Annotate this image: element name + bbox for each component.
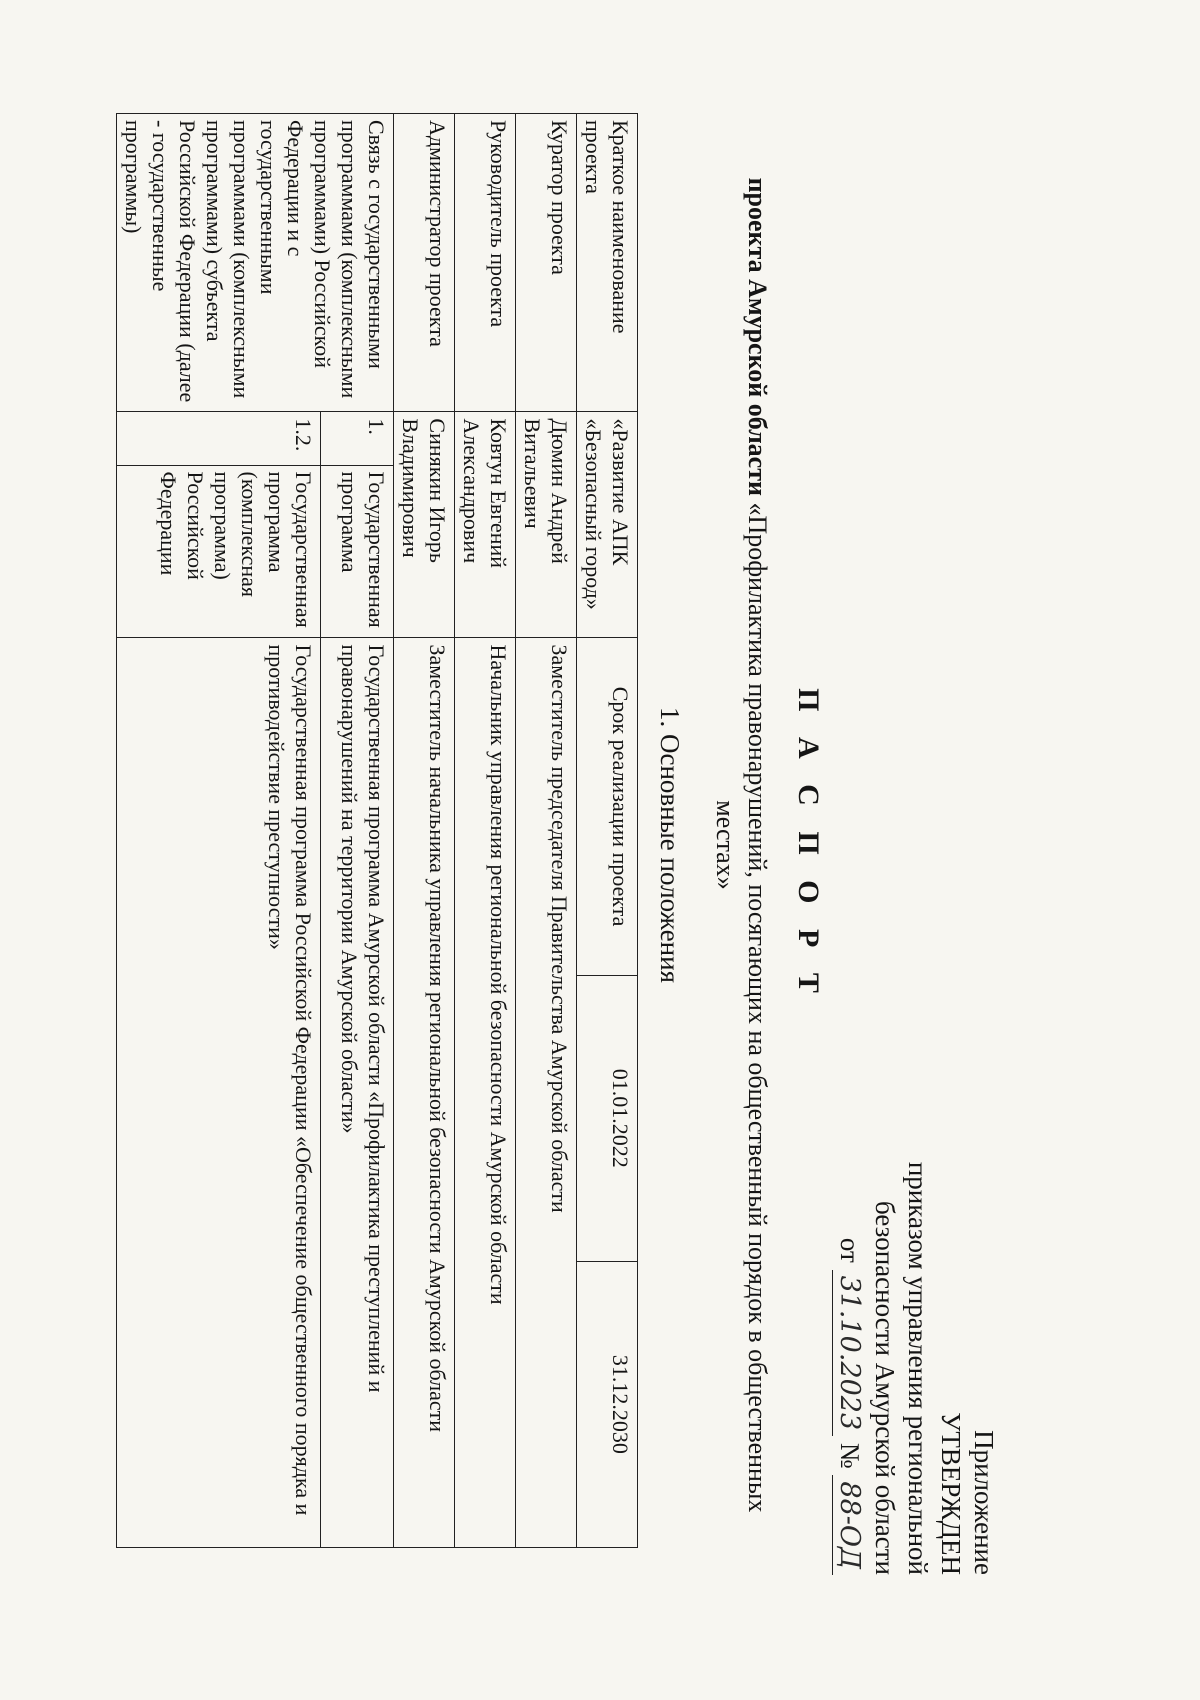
program-2-number: 1.2. [117,412,321,465]
table-row-head [455,114,516,1548]
program-1-number: 1. [320,412,393,465]
approval-appendix: Приложение [969,1430,999,1575]
program-2-type: Государственная программа (комплексная программа) Российской Федерации [117,465,321,638]
project-title-name: «Профилактика правонарушений, посягающих на общественный порядок в общественных местах» [711,502,772,1513]
table-row-administrator [394,114,455,1548]
approval-department-line: безопасности Амурской области [870,1201,900,1575]
table-row-program-1 [320,114,393,1548]
section-title: 1. Основные положения [655,707,685,983]
project-title [709,95,773,1595]
term-end: 31.12.2030 [577,1261,638,1547]
programs-label: Связь с государственными программами (комплексными программами) Российской Федерации и с государственными программами (комплексными программами) субъекта Российской Федерации (далее - государственные программы) [117,114,394,412]
handwritten-number: 88-ОД [832,1475,866,1575]
administrator-label: Администратор проекта [394,114,455,412]
curator-position: Заместитель председателя Правительства Амурской области [516,638,577,1548]
rotated-landscape-sheet [30,95,1030,1595]
date-prefix: от [835,1237,865,1263]
administrator-position: Заместитель начальника управления региональной безопасности Амурской области [394,638,455,1548]
program-2-description: Государственная программа Российской Федерации «Обеспечение общественного порядка и противодействие преступности» [117,638,321,1548]
short-name-label: Краткое наименование проекта [577,114,638,412]
handwritten-date: 31.10.2023 [832,1270,866,1437]
document-heading [709,95,825,1595]
head-label: Руководитель проекта [455,114,516,412]
program-1-description: Государственная программа Амурской области «Профилактика преступлений и правонарушений на территории Амурской области» [320,638,393,1548]
table-row-short-name [577,114,638,1548]
term-label: Срок реализации проекта [577,638,638,975]
main-provisions-table [116,113,638,1548]
head-position: Начальник управления региональной безопасности Амурской области [455,638,516,1548]
approval-block [832,1015,1000,1575]
approval-date-line [832,1015,866,1575]
curator-name: Дюмин Андрей Витальевич [516,412,577,638]
administrator-name: Синякин Игорь Владимирович [394,412,455,638]
term-start: 01.01.2022 [577,975,638,1261]
curator-label: Куратор проекта [516,114,577,412]
approval-order-line: приказом управления региональной [903,1161,933,1575]
passport-title: П А С П О Р Т [792,688,825,1002]
number-prefix: № [835,1442,865,1469]
table-row-curator [516,114,577,1548]
short-name-value: «Развитие АПК «Безопасный город» [577,412,638,638]
project-title-bold: проекта Амурской области [743,177,772,496]
approval-approved: УТВЕРЖДЕН [936,1412,966,1575]
program-1-type: Государственная программа [320,465,393,638]
head-name: Ковтун Евгений Александрович [455,412,516,638]
